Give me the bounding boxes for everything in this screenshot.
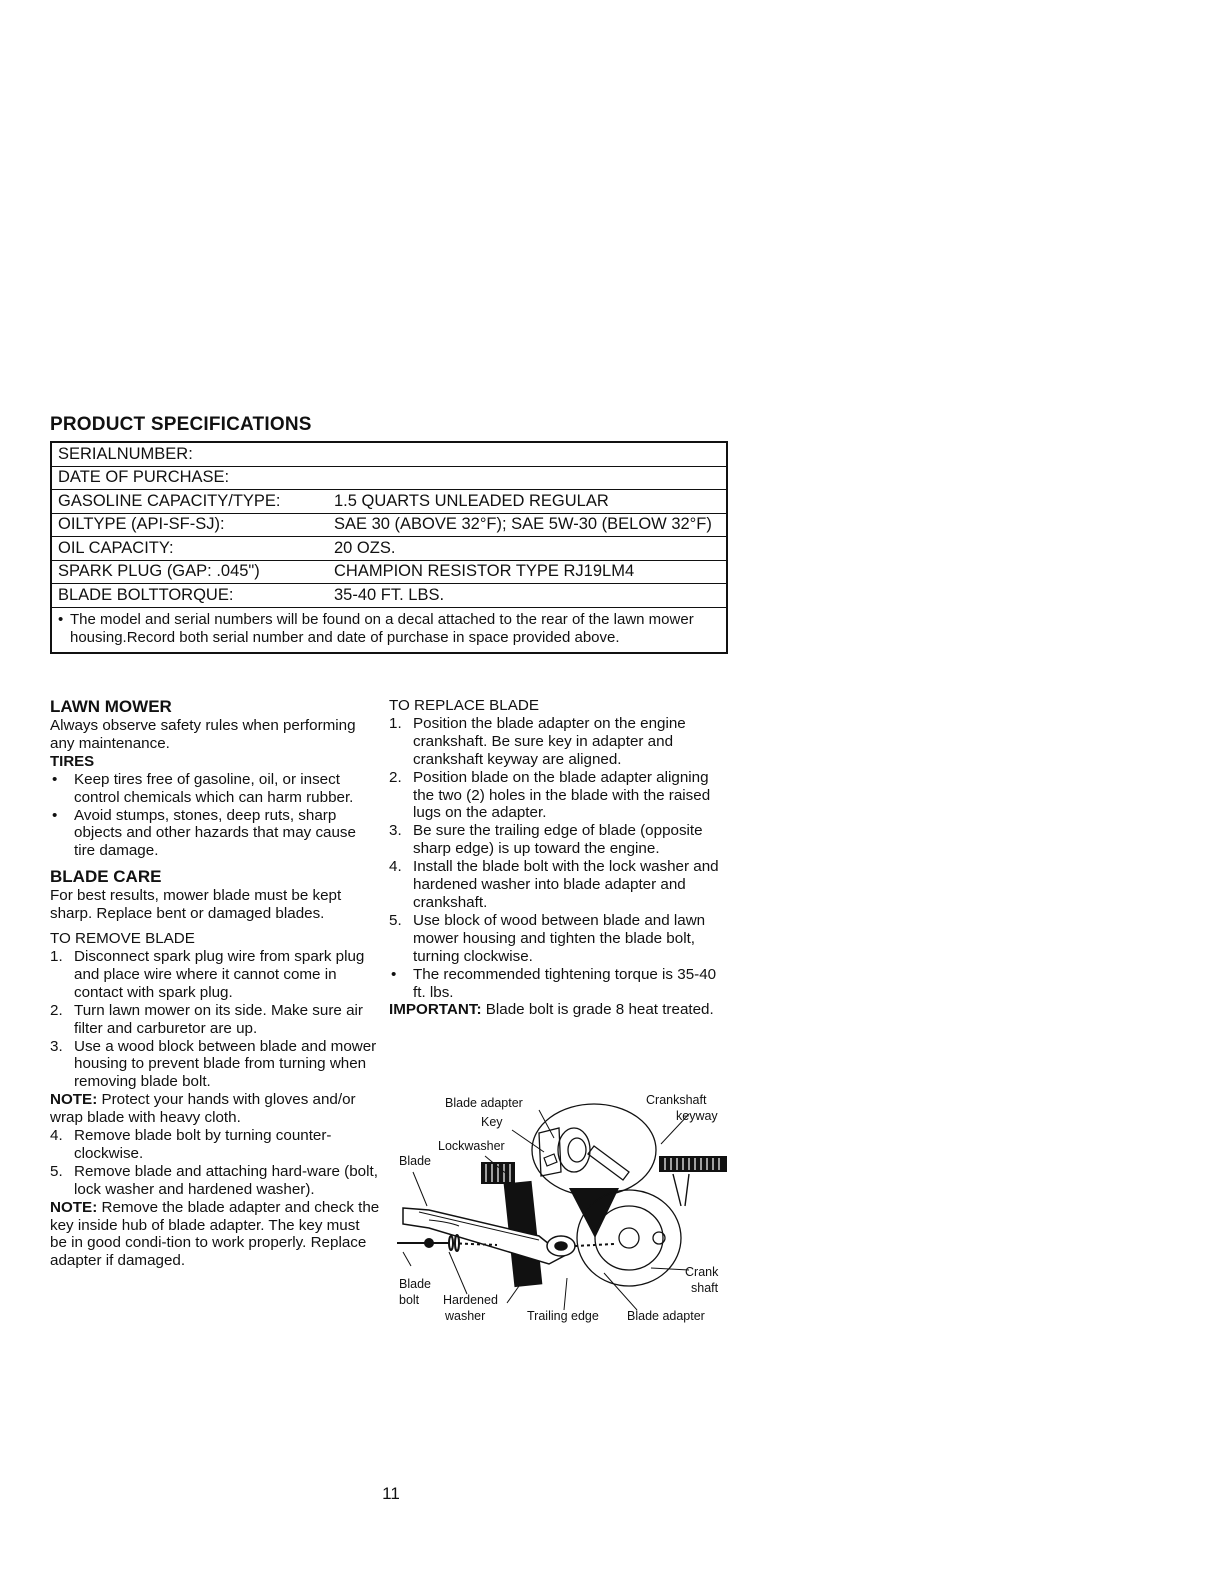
spec-value: 20 OZS. [334, 538, 396, 557]
label-crank-shaft-line2: shaft [691, 1281, 719, 1295]
step-number: 4. [50, 1127, 63, 1145]
step-text: Be sure the trailing edge of blade (opposite sharp edge) is up toward the engine. [413, 822, 703, 858]
label-lockwasher: Lockwasher [438, 1139, 505, 1153]
step-number: 1. [389, 714, 402, 732]
bullet-icon: • [391, 965, 397, 983]
list-item-text: Keep tires free of gasoline, oil, or insect control chemicals which can harm rubber. [74, 770, 354, 806]
step-text: Position blade on the blade adapter aligning the two (2) holes in the blade with the raised lugs on the adapter. [413, 768, 711, 822]
label-blade: Blade [399, 1154, 431, 1168]
list-item [389, 822, 729, 858]
step-number: 5. [50, 1162, 63, 1180]
spec-value: CHAMPION RESISTOR TYPE RJ19LM4 [334, 562, 635, 581]
step-number: 2. [50, 1001, 63, 1019]
blade-care-intro: For best results, mower blade must be kept sharp. Replace bent or damaged blades. [50, 887, 342, 923]
step-text: Use a wood block between blade and mower housing to prevent blade from turning when removing blade bolt. [74, 1037, 377, 1091]
list-item [389, 912, 729, 966]
right-column [389, 697, 729, 1019]
spec-row [52, 490, 726, 514]
lawn-mower-heading: LAWN MOWER [50, 697, 172, 716]
spec-row [52, 467, 726, 491]
list-item [50, 1002, 380, 1038]
spec-label: OILTYPE (API-SF-SJ): [58, 515, 225, 534]
step-number: 5. [389, 911, 402, 929]
spec-label: SERIALNUMBER: [58, 444, 193, 463]
magnifier-cone-icon [569, 1188, 619, 1238]
spec-label: OIL CAPACITY: [58, 538, 174, 557]
list-item [50, 1163, 380, 1199]
step-text: Turn lawn mower on its side. Make sure air filter and carburetor are up. [74, 1001, 363, 1037]
step-text: Position the blade adapter on the engine crankshaft. Be sure key in adapter and crankshaft keyway are aligned. [413, 714, 686, 768]
tires-heading: TIRES [50, 752, 95, 770]
spec-row [52, 537, 726, 561]
spec-label: DATE OF PURCHASE: [58, 468, 230, 487]
step-number: 2. [389, 768, 402, 786]
important-note [389, 1001, 729, 1019]
specs-note [52, 608, 726, 652]
spec-row [52, 584, 726, 608]
step-number: 4. [389, 858, 402, 876]
step-text: Remove blade bolt by turning counter-clockwise. [74, 1127, 332, 1162]
wheel-icon [577, 1190, 681, 1286]
specs-note-text: The model and serial numbers will be found on a decal attached to the rear of the lawn mower housing.Record both serial number and date of purchase in space provided above. [70, 610, 694, 646]
step-text: Use block of wood between blade and lawn mower housing and tighten the blade bolt, turning clockwise. [413, 911, 706, 965]
remove-blade-heading: TO REMOVE BLADE [50, 930, 195, 948]
list-item [50, 771, 380, 807]
note-label: NOTE: [50, 1091, 98, 1109]
list-item [389, 858, 729, 912]
label-crankshaft-keyway-line1: Crankshaft [646, 1093, 707, 1107]
note-gloves [50, 1091, 380, 1127]
page-number: 11 [382, 1484, 400, 1503]
step-text: Install the blade bolt with the lock washer and hardened washer into blade adapter and crankshaft. [413, 858, 719, 911]
label-blade-bolt-line2: bolt [399, 1293, 420, 1307]
key-icon [544, 1154, 557, 1166]
list-item [389, 769, 729, 823]
replace-blade-heading: TO REPLACE BLADE [389, 697, 539, 714]
mower-housing-icon [659, 1156, 727, 1206]
note-text: Protect your hands with gloves and/or wrap blade with heavy cloth. [50, 1091, 356, 1127]
torque-bullet-text: The recommended tightening torque is 35-40 ft. lbs. [413, 965, 717, 1001]
bullet-icon: • [52, 806, 58, 824]
label-hardened-washer-line2: washer [445, 1309, 486, 1323]
blade-assembly-illustration [389, 1088, 729, 1338]
step-text: Remove blade and attaching hard-ware (bolt, lock washer and hardened washer). [74, 1162, 378, 1198]
list-item [50, 948, 380, 1002]
bullet-icon: • [58, 610, 64, 628]
note-label: NOTE: [50, 1198, 98, 1216]
label-key: Key [481, 1115, 503, 1129]
spec-value: SAE 30 (ABOVE 32°F); SAE 5W-30 (BELOW 32°F) [334, 515, 712, 534]
blade-assembly-diagram [389, 1088, 729, 1338]
blade-care-heading: BLADE CARE [50, 867, 162, 887]
label-crank-shaft-line1: Crank [685, 1265, 719, 1279]
spec-value: 1.5 QUARTS UNLEADED REGULAR [334, 491, 609, 510]
blade-adapter-icon [547, 1236, 575, 1256]
label-hardened-washer-line1: Hardened [443, 1293, 498, 1307]
important-text: Blade bolt is grade 8 heat treated. [481, 1001, 714, 1019]
step-number: 1. [50, 947, 63, 965]
label-blade-adapter: Blade adapter [445, 1096, 523, 1110]
note-adapter [50, 1199, 380, 1271]
lawn-mower-intro: Always observe safety rules when performing any maintenance. [50, 717, 356, 752]
list-item [50, 1038, 380, 1092]
bullet-icon: • [52, 770, 58, 788]
step-number: 3. [389, 822, 402, 840]
label-blade-bolt-line1: Blade [399, 1277, 431, 1291]
label-trailing-edge: Trailing edge [527, 1309, 599, 1323]
spec-row [52, 561, 726, 585]
spec-row [52, 443, 726, 467]
step-text: Disconnect spark plug wire from spark plug and place wire where it cannot come in contact with spark plug. [74, 947, 365, 1001]
label-crankshaft-keyway-line2: keyway [676, 1109, 718, 1123]
note-text: Remove the blade adapter and check the key inside hub of blade adapter. The key must be in good condi-tion to work properly. Replace adapter if damaged. [50, 1198, 380, 1270]
list-item [389, 966, 729, 1002]
blade-icon [403, 1208, 564, 1264]
step-number: 3. [50, 1037, 63, 1055]
left-column [50, 697, 380, 1270]
important-label: IMPORTANT: [389, 1001, 482, 1019]
spec-label: GASOLINE CAPACITY/TYPE: [58, 491, 281, 510]
spec-value: 35-40 FT. LBS. [334, 585, 445, 604]
spec-label: SPARK PLUG (GAP: .045") [58, 562, 260, 581]
list-item [389, 715, 729, 769]
list-item-text: Avoid stumps, stones, deep ruts, sharp objects and other hazards that may cause tire damage. [74, 806, 356, 860]
list-item [50, 807, 380, 861]
spec-label: BLADE BOLTTORQUE: [58, 585, 234, 604]
specs-table [50, 441, 728, 654]
label-blade-adapter-bottom: Blade adapter [627, 1309, 705, 1323]
crankshaft-detail-icon [532, 1104, 656, 1196]
spec-row [52, 514, 726, 538]
specs-title: PRODUCT SPECIFICATIONS [50, 414, 312, 435]
list-item [50, 1127, 380, 1163]
